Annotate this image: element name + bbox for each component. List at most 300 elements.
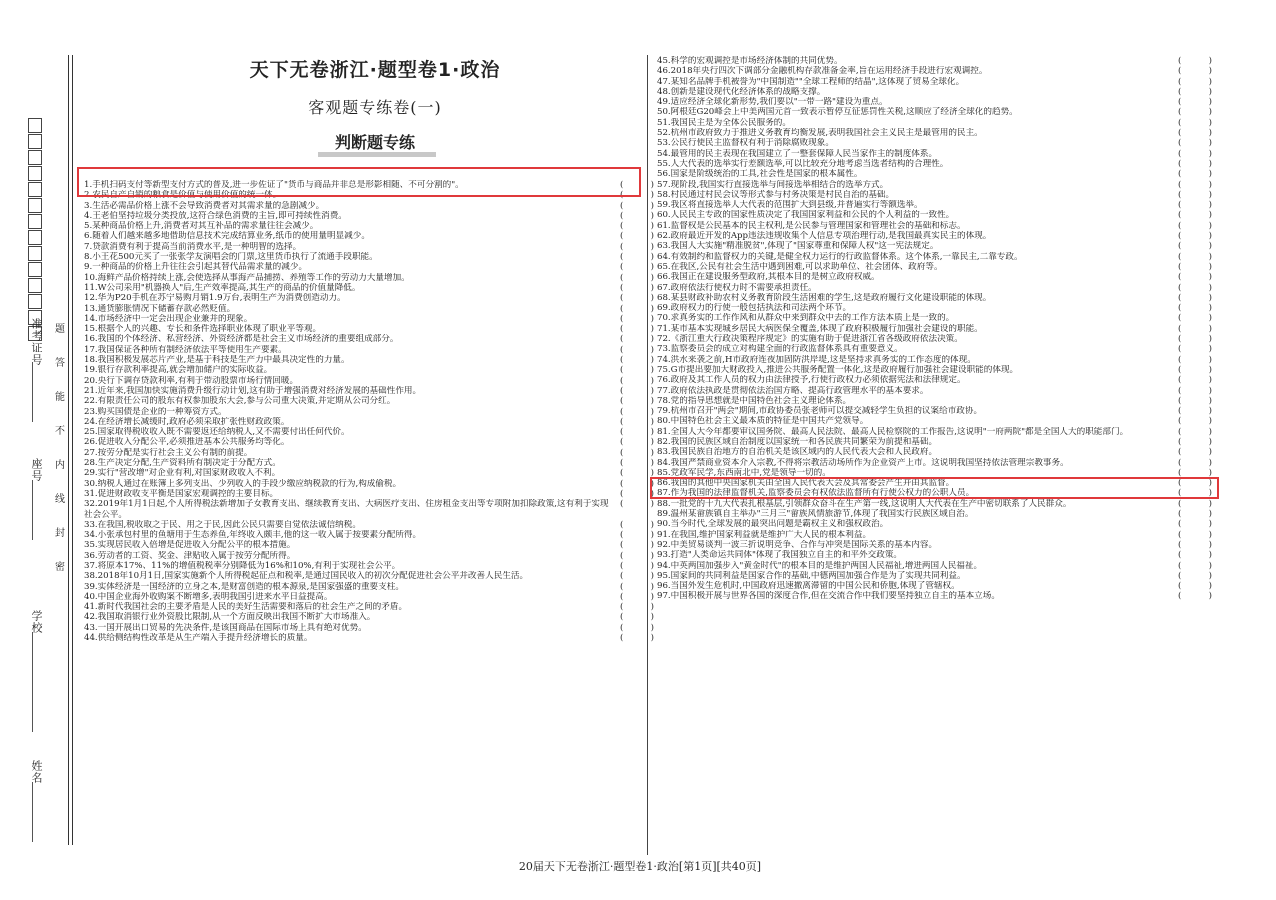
answer-blank[interactable] <box>1178 303 1212 313</box>
question-item <box>657 550 1212 560</box>
paren-close: ) <box>1208 591 1212 602</box>
paren-open: ( <box>620 252 624 263</box>
answer-blank[interactable] <box>1178 97 1212 107</box>
paren-close: ) <box>1208 488 1212 499</box>
answer-blank[interactable] <box>620 551 654 561</box>
question-item <box>657 56 1212 66</box>
answer-blank[interactable] <box>1178 190 1212 200</box>
answer-blank[interactable] <box>620 540 654 550</box>
answer-blank[interactable] <box>1178 200 1212 210</box>
question-item <box>84 324 654 334</box>
answer-blank[interactable] <box>620 448 654 458</box>
question-item <box>657 334 1212 344</box>
answer-blank[interactable] <box>620 273 654 283</box>
question-text: 91.在我国,维护国家利益就是维护广大人民的根本利益。 <box>657 529 872 540</box>
answer-blank[interactable] <box>1178 375 1212 385</box>
answer-blank[interactable] <box>620 334 654 344</box>
paren-close: ) <box>650 488 654 499</box>
paren-close: ) <box>1208 498 1212 509</box>
question-item <box>84 530 654 540</box>
paren-open: ( <box>620 530 624 541</box>
paren-open: ( <box>1178 478 1182 489</box>
question-item <box>84 365 654 375</box>
answer-blank[interactable] <box>620 201 654 211</box>
answer-blank[interactable] <box>1178 56 1212 66</box>
question-text: 66.我国正在建设服务型政府,其根本目的是树立政府权威。 <box>657 272 880 283</box>
seal-char: 答 <box>55 358 65 369</box>
admission-digit-box[interactable] <box>28 198 42 213</box>
answer-blank[interactable] <box>1178 519 1212 529</box>
paren-close: ) <box>1208 272 1212 283</box>
question-item <box>657 252 1212 262</box>
paren-open: ( <box>620 571 624 582</box>
paren-close: ) <box>1208 169 1212 180</box>
question-item <box>84 540 654 550</box>
question-text: 77.政府依法执政是贯彻依法治国方略、提高行政管理水平的基本要求。 <box>657 385 929 396</box>
paren-close: ) <box>1208 107 1212 118</box>
question-item <box>84 592 654 602</box>
question-item <box>657 530 1212 540</box>
admission-digit-box[interactable] <box>28 134 42 149</box>
paren-close: ) <box>1208 97 1212 108</box>
question-text: 76.政府及其工作人员的权力由法律授予,行使行政权力必须依据宪法和法律规定。 <box>657 375 966 386</box>
paren-open: ( <box>1178 189 1182 200</box>
answer-blank[interactable] <box>620 314 654 324</box>
question-item <box>657 324 1212 334</box>
paren-close: ) <box>650 478 654 489</box>
admission-digit-box[interactable] <box>28 246 42 261</box>
answer-blank[interactable] <box>1178 221 1212 231</box>
question-item <box>657 149 1212 159</box>
question-text: 50.阿根廷G20峰会上中美两国元首一致表示暂停互征惩罚性关税,这顺应了经济全球化的趋势。 <box>657 107 1018 118</box>
question-text: 3.生活必需品价格上涨不会导致消费者对其需求量的急剧减少。 <box>84 200 325 211</box>
question-item <box>657 138 1212 148</box>
answer-blank[interactable] <box>620 262 654 272</box>
answer-blank[interactable] <box>1178 241 1212 251</box>
answer-blank[interactable] <box>1178 437 1212 447</box>
question-item <box>657 118 1212 128</box>
answer-blank[interactable] <box>620 417 654 427</box>
paren-open: ( <box>1178 200 1182 211</box>
question-text: 40.中国企业海外收购案不断增多,表明我国引进来水平日益提高。 <box>84 591 333 602</box>
answer-blank[interactable] <box>1178 169 1212 179</box>
question-item <box>84 304 654 314</box>
question-text: 55.人大代表的选举实行差额选举,可以比较充分地考虑当选者结构的合理性。 <box>657 158 949 169</box>
answer-blank[interactable] <box>1178 210 1212 220</box>
paren-close: ) <box>1208 467 1212 478</box>
paren-close: ) <box>1208 385 1212 396</box>
paren-close: ) <box>1208 457 1212 468</box>
paren-close: ) <box>650 180 654 190</box>
answer-blank[interactable] <box>1178 447 1212 457</box>
answer-blank[interactable] <box>1178 550 1212 560</box>
question-item <box>84 211 654 221</box>
question-text: 57.现阶段,我国实行直接选举与间接选举相结合的选举方式。 <box>657 179 889 190</box>
answer-blank[interactable] <box>1178 344 1212 354</box>
question-item <box>657 159 1212 169</box>
paren-open: ( <box>1178 231 1182 242</box>
question-text: 96.当国外发生危机时,中国政府迅速撤离滞留的中国公民和侨胞,体现了管辖权。 <box>657 581 960 592</box>
seal-char: 密 <box>55 562 65 573</box>
paren-close: ) <box>650 252 654 263</box>
question-item <box>657 581 1212 591</box>
question-item <box>84 334 654 344</box>
answer-blank[interactable] <box>1178 293 1212 303</box>
answer-blank[interactable] <box>620 592 654 602</box>
paren-close: ) <box>650 355 654 366</box>
answer-blank[interactable] <box>1178 180 1212 190</box>
answer-blank[interactable] <box>620 396 654 406</box>
answer-blank[interactable] <box>1178 66 1212 76</box>
question-item <box>84 376 654 386</box>
paren-close: ) <box>1208 158 1212 169</box>
answer-blank[interactable] <box>620 612 654 622</box>
paren-open: ( <box>1178 158 1182 169</box>
answer-blank[interactable] <box>620 623 654 633</box>
paren-open: ( <box>1178 519 1182 530</box>
answer-blank[interactable] <box>620 582 654 592</box>
paren-open: ( <box>620 293 624 304</box>
paren-open: ( <box>620 478 624 489</box>
paren-open: ( <box>1178 313 1182 324</box>
admission-digit-box[interactable] <box>28 230 42 245</box>
question-text: 18.我国积极发展芯片产业,是基于科技是生产力中最具决定性的力量。 <box>84 355 350 366</box>
paren-open: ( <box>1178 467 1182 478</box>
paren-close: ) <box>650 530 654 541</box>
paren-open: ( <box>620 313 624 324</box>
question-item <box>657 128 1212 138</box>
answer-blank[interactable] <box>620 633 654 643</box>
question-item <box>84 293 654 303</box>
answer-blank[interactable] <box>620 283 654 293</box>
question-text: 89.温州某畲族镇自主举办"三月三"畲族风情旅游节,体现了我国实行民族区域自治。 <box>657 509 974 520</box>
question-item <box>84 602 654 612</box>
question-text: 15.根据个人的兴趣、专长和条件选择职业体现了职业平等观。 <box>84 324 322 335</box>
question-text: 32.2019年1月1日起,个人所得税法新增加子女教育支出、继续教育支出、大病医疗支出、住房租金支出等专项附加扣除政策,这有利于实现社会公平。 <box>84 499 609 520</box>
answer-blank[interactable] <box>1178 509 1212 519</box>
question-item <box>84 623 654 633</box>
answer-blank[interactable] <box>1178 107 1212 117</box>
paren-open: ( <box>620 416 624 427</box>
question-item <box>657 396 1212 406</box>
answer-blank[interactable] <box>620 221 654 231</box>
question-item <box>657 499 1212 509</box>
answer-blank[interactable] <box>1178 561 1212 571</box>
answer-blank[interactable] <box>1178 149 1212 159</box>
paren-close: ) <box>1208 395 1212 406</box>
answer-blank[interactable] <box>1178 530 1212 540</box>
paren-open: ( <box>620 406 624 417</box>
paren-open: ( <box>620 385 624 396</box>
answer-blank[interactable] <box>620 479 654 489</box>
answer-blank[interactable] <box>1178 262 1212 272</box>
section-title-underline <box>318 152 436 157</box>
answer-blank[interactable] <box>620 242 654 252</box>
school-label: 学校 <box>30 610 43 634</box>
question-item <box>84 571 654 581</box>
paren-open: ( <box>1178 385 1182 396</box>
paren-open: ( <box>620 437 624 448</box>
question-text: 51.我国民主是为全体公民服务的。 <box>657 117 791 128</box>
question-item <box>657 283 1212 293</box>
question-text: 85.党政军民学,东西南北中,党是领导一切的。 <box>657 467 831 478</box>
page-subtitle: 客观题专练卷(一) <box>308 98 442 117</box>
paren-open: ( <box>1178 220 1182 231</box>
question-item <box>84 231 654 241</box>
question-item <box>657 355 1212 365</box>
question-text: 23.购买国债是企业的一种筹资方式。 <box>84 406 227 417</box>
admission-digit-box[interactable] <box>28 150 42 165</box>
admission-digit-box[interactable] <box>28 214 42 229</box>
admission-number-boxes[interactable] <box>28 118 42 342</box>
seal-char: 题 <box>55 324 65 335</box>
answer-blank[interactable] <box>1178 252 1212 262</box>
paren-open: ( <box>1178 138 1182 149</box>
question-item <box>657 561 1212 571</box>
paren-close: ) <box>650 416 654 427</box>
question-text: 48.创新是建设现代化经济体系的战略支撑。 <box>657 86 826 97</box>
answer-blank[interactable] <box>620 345 654 355</box>
admission-digit-box[interactable] <box>28 262 42 277</box>
answer-blank[interactable] <box>1178 581 1212 591</box>
question-text: 25.国家取得税收收入既不需要返还给纳税人,又不需要付出任何代价。 <box>84 427 350 438</box>
answer-blank[interactable] <box>1178 571 1212 581</box>
question-item <box>657 375 1212 385</box>
paren-open: ( <box>1178 128 1182 139</box>
answer-blank[interactable] <box>1178 159 1212 169</box>
question-item <box>657 272 1212 282</box>
paren-close: ) <box>650 447 654 458</box>
answer-blank[interactable] <box>1178 283 1212 293</box>
paren-close: ) <box>1208 550 1212 561</box>
paren-open: ( <box>620 488 624 499</box>
answer-blank[interactable] <box>1178 416 1212 426</box>
section-title: 判断题专练 <box>334 133 415 152</box>
answer-blank[interactable] <box>620 386 654 396</box>
answer-blank[interactable] <box>1178 272 1212 282</box>
paren-close: ) <box>1208 334 1212 345</box>
question-item <box>84 520 654 530</box>
paren-close: ) <box>650 282 654 293</box>
answer-blank[interactable] <box>620 376 654 386</box>
question-text: 5.某种商品价格上升,消费者对其互补品的需求量往往会减少。 <box>84 221 319 232</box>
name-line <box>32 782 33 842</box>
paren-close: ) <box>1208 539 1212 550</box>
question-item <box>84 437 654 447</box>
paren-open: ( <box>1178 581 1182 592</box>
question-item <box>84 407 654 417</box>
answer-blank[interactable] <box>1178 540 1212 550</box>
answer-blank[interactable] <box>620 571 654 581</box>
answer-blank[interactable] <box>1178 406 1212 416</box>
paren-close: ) <box>650 437 654 448</box>
question-item <box>84 468 654 478</box>
question-item <box>657 87 1212 97</box>
paren-close: ) <box>650 406 654 417</box>
answer-blank[interactable] <box>1178 334 1212 344</box>
answer-blank[interactable] <box>1178 118 1212 128</box>
admission-digit-box[interactable] <box>28 294 42 309</box>
question-item <box>657 437 1212 447</box>
answer-blank[interactable] <box>1178 499 1212 509</box>
paren-open: ( <box>620 519 624 530</box>
paren-open: ( <box>1178 76 1182 87</box>
paren-close: ) <box>650 612 654 623</box>
question-item <box>84 262 654 272</box>
paren-close: ) <box>650 231 654 242</box>
question-text: 35.实现居民收入倍增是促进收入分配公平的根本措施。 <box>84 540 296 551</box>
answer-blank[interactable] <box>620 365 654 375</box>
question-text: 65.在我区,公民有社会生活中遇到困难,可以求助单位、社会团体、政府等。 <box>657 261 943 272</box>
seat-no-line <box>32 480 33 540</box>
answer-blank[interactable] <box>620 293 654 303</box>
question-item <box>657 97 1212 107</box>
paren-close: ) <box>1208 117 1212 128</box>
question-text: 49.适应经济全球化新形势,我们要以"一带一路"建设为重点。 <box>657 97 888 108</box>
answer-blank[interactable] <box>1178 313 1212 323</box>
paren-close: ) <box>1208 292 1212 303</box>
question-item <box>657 591 1212 601</box>
paren-open: ( <box>1178 591 1182 602</box>
answer-blank[interactable] <box>1178 355 1212 365</box>
question-item <box>657 416 1212 426</box>
answer-blank[interactable] <box>620 252 654 262</box>
answer-blank[interactable] <box>620 602 654 612</box>
answer-blank[interactable] <box>620 324 654 334</box>
answer-blank[interactable] <box>620 437 654 447</box>
answer-blank[interactable] <box>620 520 654 530</box>
question-item <box>657 540 1212 550</box>
answer-blank[interactable] <box>620 458 654 468</box>
question-text: 31.促进财政收支平衡是国家宏观调控的主要目标。 <box>84 488 279 499</box>
question-item <box>84 582 654 592</box>
question-item <box>657 519 1212 529</box>
question-text: 73.监察委员会的成立对构建全面的行政监督体系具有重要意义。 <box>657 344 903 355</box>
paren-close: ) <box>650 499 654 510</box>
question-text: 54.最管用的民主表现在我国建立了一整套保障人民当家作主的制度体系。 <box>657 148 938 159</box>
answer-blank[interactable] <box>620 427 654 437</box>
admission-digit-box[interactable] <box>28 118 42 133</box>
question-text: 11.W公司采用"机器换人"后,生产效率提高,其生产的商品的价值量降低。 <box>84 282 361 293</box>
paren-open: ( <box>1178 261 1182 272</box>
question-text: 20.央行下调存贷款利率,有利于带动股票市场行情回暖。 <box>84 375 299 386</box>
paren-close: ) <box>1208 570 1212 581</box>
paren-close: ) <box>650 591 654 602</box>
paren-close: ) <box>1208 560 1212 571</box>
answer-blank[interactable] <box>1178 324 1212 334</box>
answer-blank[interactable] <box>1178 87 1212 97</box>
question-text: 60.人民民主专政的国家性质决定了我国国家利益和公民的个人利益的一致性。 <box>657 210 955 221</box>
question-text: 21.近年来,我国加快实施消费升级行动计划,这有助于增强消费对经济发展的基础性作用。 <box>84 385 422 396</box>
admission-digit-box[interactable] <box>28 166 42 181</box>
answer-blank[interactable] <box>620 407 654 417</box>
question-text: 81.全国人大今年都要审议国务院、最高人民法院、最高人民检察院的工作报告,这说明"一府两院"都是全国人大的职能部门。 <box>657 426 1129 437</box>
question-item <box>657 293 1212 303</box>
question-item <box>657 509 1212 519</box>
paren-close: ) <box>1208 200 1212 211</box>
question-item <box>84 355 654 365</box>
question-text: 19.银行存款利率提高,就会增加储户的实际收益。 <box>84 365 273 376</box>
answer-blank[interactable] <box>1178 77 1212 87</box>
answer-blank[interactable] <box>1178 427 1212 437</box>
paren-open: ( <box>1178 179 1182 190</box>
answer-blank[interactable] <box>620 304 654 314</box>
paren-close: ) <box>650 550 654 561</box>
paren-open: ( <box>1178 56 1182 66</box>
question-text: 75.G市提出要加大财政投入,推进公共服务配置一体化,这是政府履行加强社会建设职能的体现。 <box>657 364 1019 375</box>
paren-close: ) <box>1208 231 1212 242</box>
question-item <box>84 561 654 571</box>
paren-open: ( <box>1178 457 1182 468</box>
answer-blank[interactable] <box>1178 386 1212 396</box>
answer-blank[interactable] <box>620 561 654 571</box>
paren-close: ) <box>1208 426 1212 437</box>
question-text: 53.公民行使民主监督权有利于消除腐败现象。 <box>657 138 834 149</box>
paren-open: ( <box>1178 292 1182 303</box>
paren-close: ) <box>650 622 654 633</box>
paren-open: ( <box>620 365 624 376</box>
answer-blank[interactable] <box>1178 231 1212 241</box>
question-text: 33.在我国,税收取之于民、用之于民,因此公民只需要自觉依法诚信纳税。 <box>84 519 361 530</box>
question-text: 52.杭州市政府致力于推进义务教育均衡发展,表明我国社会主义民主是最管用的民主。 <box>657 128 983 139</box>
answer-blank[interactable] <box>1178 591 1212 601</box>
answer-blank[interactable] <box>620 231 654 241</box>
question-item <box>657 303 1212 313</box>
answer-blank[interactable] <box>620 211 654 221</box>
answer-blank[interactable] <box>620 499 654 509</box>
answer-blank[interactable] <box>620 489 654 499</box>
question-item <box>657 365 1212 375</box>
question-text: 72.《浙江重大行政决策程序规定》的实施有助于促进浙江省各级政府依法决策。 <box>657 334 963 345</box>
paren-close: ) <box>650 293 654 304</box>
question-item <box>84 479 654 489</box>
question-text: 6.随着人们越来越多地借助信息技术完成结算业务,纸币的使用量明显减少。 <box>84 231 370 242</box>
paren-close: ) <box>650 334 654 345</box>
question-text: 56.国家是阶级统治的工具,社会性是国家的根本属性。 <box>657 169 863 180</box>
answer-blank[interactable] <box>1178 128 1212 138</box>
paren-close: ) <box>1208 282 1212 293</box>
question-item <box>657 447 1212 457</box>
answer-blank[interactable] <box>1178 138 1212 148</box>
admission-digit-box[interactable] <box>28 278 42 293</box>
paren-open: ( <box>620 633 624 644</box>
paren-close: ) <box>650 458 654 469</box>
answer-blank[interactable] <box>1178 458 1212 468</box>
question-text: 22.有限责任公司的股东有权参加股东大会,参与公司重大决策,并定期从公司分红。 <box>84 396 396 407</box>
paren-open: ( <box>1178 529 1182 540</box>
question-item <box>84 458 654 468</box>
paren-open: ( <box>620 334 624 345</box>
answer-blank[interactable] <box>620 355 654 365</box>
question-text: 62.政府最近开发的App违法违规收集个人信息专项治理行动,是我国最真实民主的体现。 <box>657 231 992 242</box>
question-text: 44.供给侧结构性改革是从生产端入手提升经济增长的质量。 <box>84 633 313 644</box>
answer-blank[interactable] <box>1178 365 1212 375</box>
paren-close: ) <box>1208 344 1212 355</box>
admission-no-line <box>32 362 33 422</box>
paren-open: ( <box>1178 107 1182 118</box>
question-text: 24.在经济增长减缓时,政府必须采取扩张性财政政策。 <box>84 416 290 427</box>
name-label: 姓名 <box>30 760 43 784</box>
paren-open: ( <box>1178 436 1182 447</box>
answer-blank[interactable] <box>1178 396 1212 406</box>
question-item <box>84 489 654 499</box>
answer-blank[interactable] <box>620 468 654 478</box>
paren-open: ( <box>620 468 624 479</box>
admission-digit-box[interactable] <box>28 182 42 197</box>
answer-blank[interactable] <box>620 530 654 540</box>
paren-open: ( <box>1178 334 1182 345</box>
binding-line-inner <box>72 55 73 845</box>
